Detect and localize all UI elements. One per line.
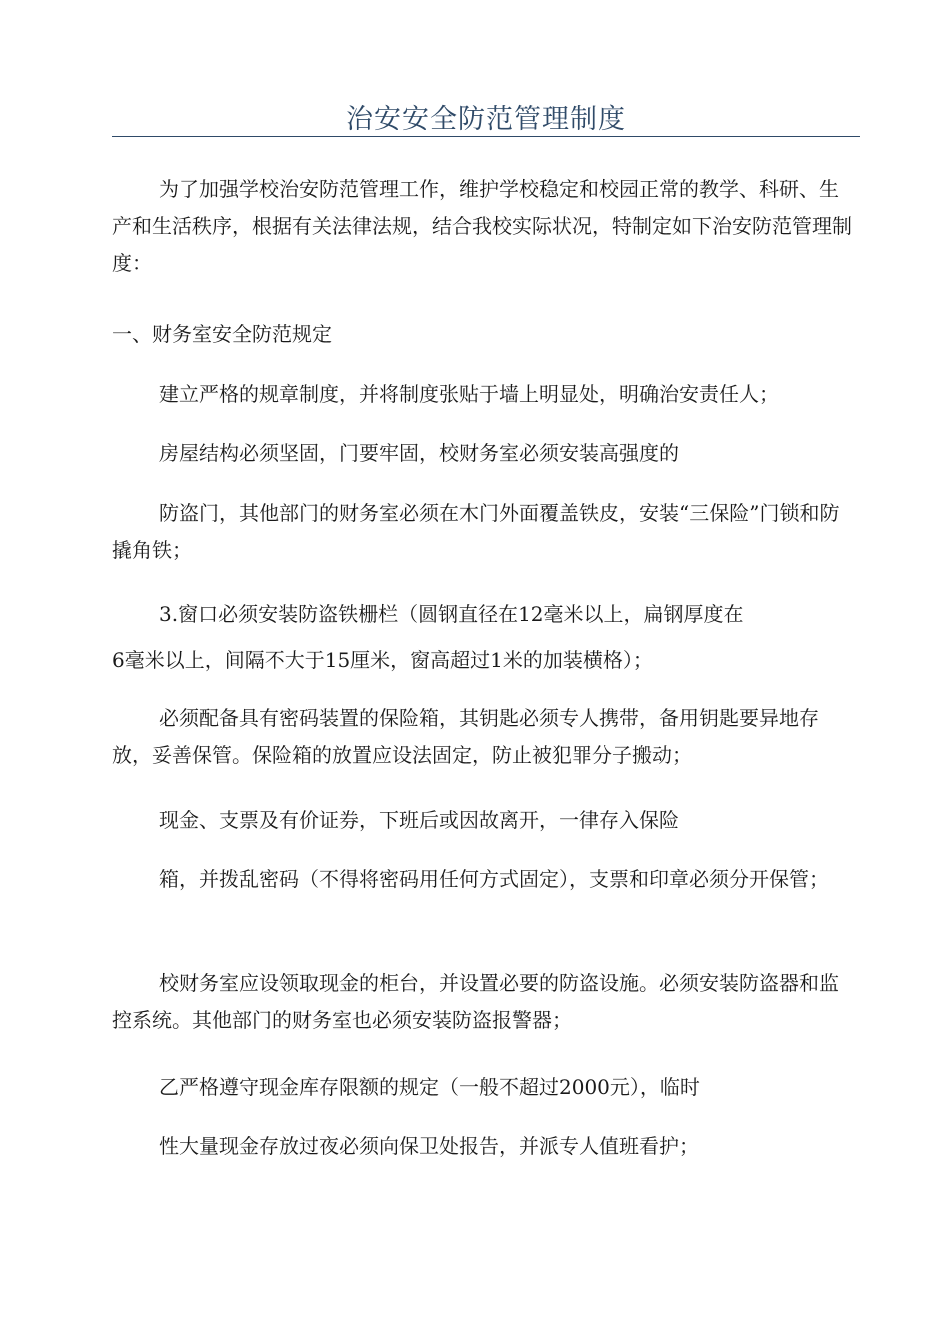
paragraph-cash: 现金、支票及有价证券，下班后或因故离开，一律存入保险 bbox=[159, 808, 679, 832]
paragraph-counter: 校财务室应设领取现金的柜台，并设置必要的防盗设施。必须安装防盗器和监控系统。其他部门的财务室也必须安装防盗报警器； bbox=[112, 971, 839, 1032]
section-heading-finance: 一、财务室安全防范规定 bbox=[112, 322, 332, 346]
paragraph-rules: 建立严格的规章制度，并将制度张贴于墙上明显处，明确治安责任人； bbox=[159, 382, 779, 406]
paragraph-windows: 3.窗口必须安装防盗铁栅栏（圆钢直径在12毫米以上，扁钢厚度在 bbox=[159, 602, 744, 626]
paragraph-limit-cont: 性大量现金存放过夜必须向保卫处报告，并派专人值班看护； bbox=[159, 1134, 699, 1158]
paragraph-intro: 为了加强学校治安防范管理工作，维护学校稳定和校园正常的教学、科研、生产和生活秩序，根据有关法律法规，结合我校实际状况，特制定如下治安防范管理制度： bbox=[112, 177, 852, 275]
paragraph-structure: 房屋结构必须坚固，门要牢固，校财务室必须安装高强度的 bbox=[159, 441, 679, 465]
paragraph-cash-cont: 箱，并拨乱密码（不得将密码用任何方式固定），支票和印章必须分开保管； bbox=[159, 867, 829, 891]
paragraph-doors: 防盗门，其他部门的财务室必须在木门外面覆盖铁皮，安装“三保险”门锁和防撬角铁； bbox=[112, 501, 840, 562]
title-underline bbox=[112, 136, 860, 137]
document-title: 治安安全防范管理制度 bbox=[346, 104, 626, 135]
paragraph-windows-cont: 6毫米以上，间隔不大于15厘米，窗高超过1米的加装横格）； bbox=[112, 648, 653, 672]
paragraph-safe: 必须配备具有密码装置的保险箱，其钥匙必须专人携带，备用钥匙要异地存放，妥善保管。保险箱的放置应设法固定，防止被犯罪分子搬动； bbox=[112, 706, 819, 767]
paragraph-limit: 乙严格遵守现金库存限额的规定（一般不超过2000元），临时 bbox=[159, 1075, 700, 1099]
